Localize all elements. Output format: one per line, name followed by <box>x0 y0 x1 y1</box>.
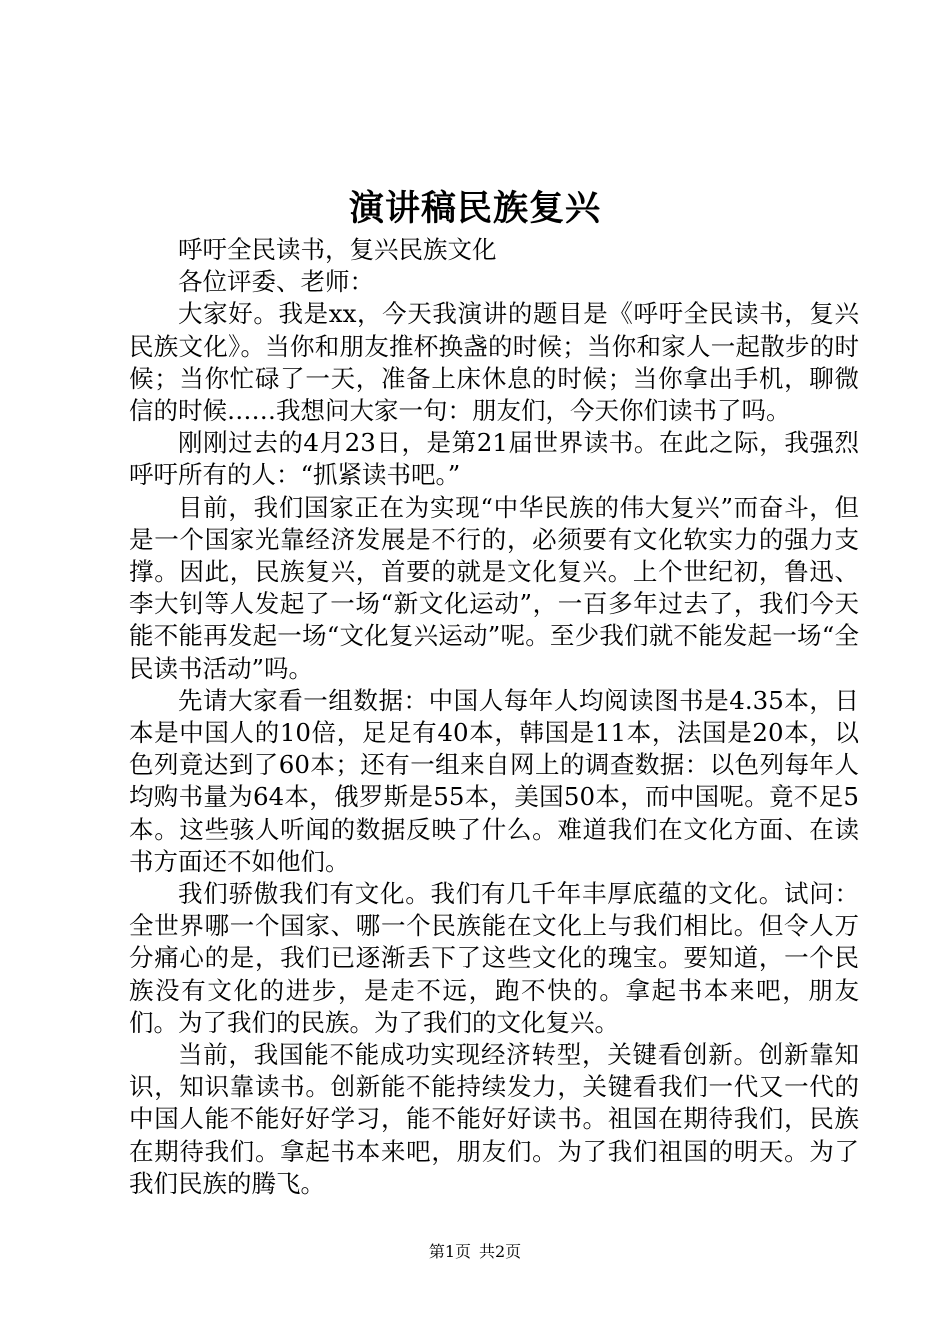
paragraph-intro: 大家好。我是xx，今天我演讲的题目是《呼吁全民读书，复兴民族文化》。当你和朋友推杯换盏的时候；当你和家人一起散步的时候；当你忙碌了一天，准备上床休息的时候；当你拿出手机，聊微信的时候……我想问大家一句：朋友们，今天你们读书了吗。 <box>129 299 859 426</box>
page-number-total: 共2页 <box>479 1242 522 1261</box>
page-number-current: 第1页 <box>428 1242 471 1261</box>
paragraph-reading-day: 刚刚过去的4月23日，是第21届世界读书。在此之际，我强烈呼吁所有的人：“抓紧读书吧。” <box>129 428 859 490</box>
page-footer <box>0 1240 950 1264</box>
paragraph-salutation: 各位评委、老师： <box>178 267 374 297</box>
paragraph-national-revival: 目前，我们国家正在为实现“中华民族的伟大复兴”而奋斗，但是一个国家光靠经济发展是不行的，必须要有文化软实力的强力支撑。因此，民族复兴，首要的就是文化复兴。上个世纪初，鲁迅、李大钊等人发起了一场“新文化运动”，一百多年过去了，我们今天能不能再发起一场“文化复兴运动”呢。至少我们就不能发起一场“全民读书活动”吗。 <box>129 492 859 683</box>
document-title: 演讲稿民族复兴 <box>348 188 601 229</box>
paragraph-subtitle: 呼吁全民读书，复兴民族文化 <box>178 235 497 264</box>
paragraph-culture-pride: 我们骄傲我们有文化。我们有几千年丰厚底蕴的文化。试问：全世界哪一个国家、哪一个民族能在文化上与我们相比。但令人万分痛心的是，我们已逐渐丢下了这些文化的瑰宝。要知道，一个民族没有文化的进步，是走不远，跑不快的。拿起书本来吧，朋友们。为了我们的民族。为了我们的文化复兴。 <box>129 879 859 1037</box>
paragraph-innovation: 当前，我国能不能成功实现经济转型，关键看创新。创新靠知识，知识靠读书。创新能不能持续发力，关键看我们一代又一代的中国人能不能好好学习，能不能好好读书。祖国在期待我们，民族在期待我们。拿起书本来吧，朋友们。为了我们祖国的明天。为了我们民族的腾飞。 <box>129 1040 859 1198</box>
document-body <box>129 234 859 1200</box>
paragraph-reading-data: 先请大家看一组数据：中国人每年人均阅读图书是4.35本，日本是中国人的10倍，足足有40本，韩国是11本，法国是20本，以色列竟达到了60本；还有一组来自网上的调查数据：以色列每年人均购书量为64本，俄罗斯是55本，美国50本，而中国呢。竟不足5本。这些骇人听闻的数据反映了什么。难道我们在文化方面、在读书方面还不如他们。 <box>129 685 859 876</box>
